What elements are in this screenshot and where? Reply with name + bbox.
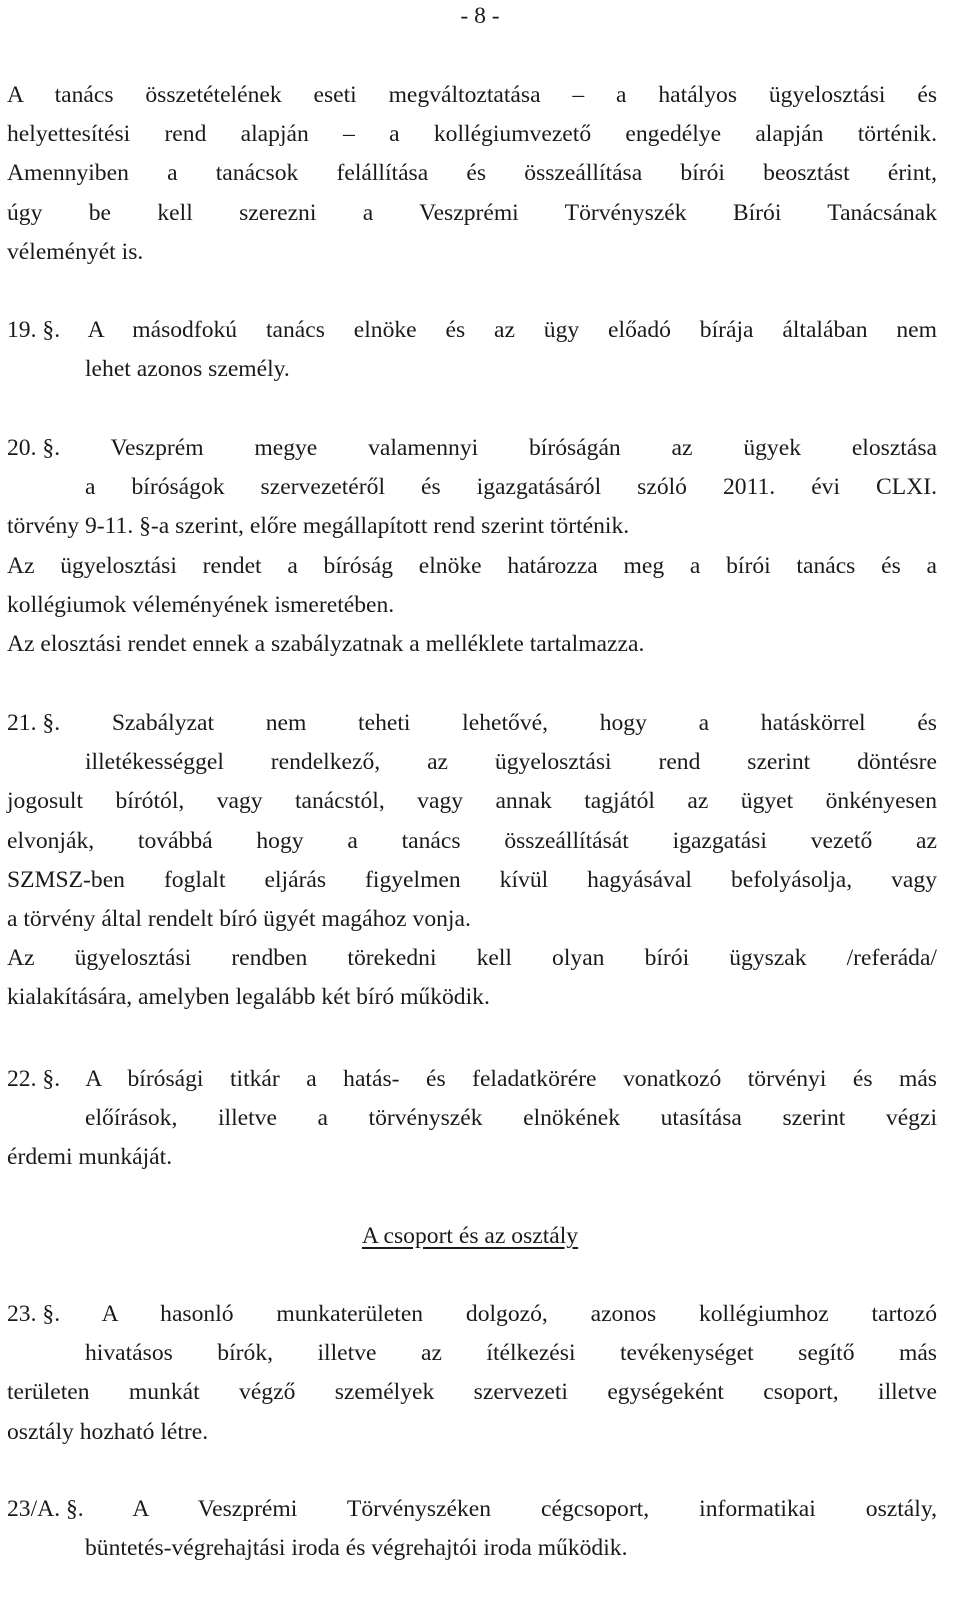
intro-paragraph bbox=[7, 76, 937, 272]
text-line: kollégiumok véleményének ismeretében. bbox=[7, 591, 395, 618]
text-line: osztály hozható létre. bbox=[7, 1418, 209, 1445]
section-21 bbox=[7, 704, 937, 1018]
section-number: 23/A. §. bbox=[7, 1496, 84, 1522]
section-text: A bírósági titkár a hatás- és feladatkörére vonatkozó törvényi és más bbox=[85, 1066, 937, 1092]
text-line: területen munkát végző személyek szervezeti egységeként csoport, illetve bbox=[7, 1379, 937, 1406]
section-23a bbox=[7, 1490, 937, 1568]
section-number: 22. §. bbox=[7, 1066, 61, 1092]
text-line: a bíróságok szervezetéről és igazgatásáról szóló 2011. évi CLXI. bbox=[85, 474, 937, 501]
section-19 bbox=[7, 311, 937, 389]
section-23 bbox=[7, 1295, 937, 1452]
text-line: A tanács összetételének eseti megváltoztatása – a hatályos ügyelosztási és bbox=[7, 82, 937, 108]
text-line: Az ügyelosztási rendet a bíróság elnöke határozza meg a bírói tanács és a bbox=[7, 552, 937, 579]
section-text: Veszprém megye valamennyi bíróságán az ügyek elosztása bbox=[110, 435, 937, 461]
text-line: hivatásos bírók, illetve az ítélkezési tevékenységet segítő más bbox=[85, 1340, 937, 1367]
section-text: A Veszprémi Törvényszéken cégcsoport, informatikai osztály, bbox=[132, 1496, 937, 1522]
section-number: 23. §. bbox=[7, 1301, 61, 1327]
text-line: helyettesítési rend alapján – a kollégiumvezető engedélye alapján történik. bbox=[7, 121, 937, 148]
page-number: - 8 - bbox=[460, 3, 500, 29]
section-20 bbox=[7, 429, 937, 664]
text-line: SZMSZ-ben foglalt eljárás figyelmen kívül hagyásával befolyásolja, vagy bbox=[7, 866, 937, 893]
text-line: jogosult bírótól, vagy tanácstól, vagy annak tagjától az ügyet önkényesen bbox=[7, 788, 937, 815]
heading-text: A csoport és az osztály bbox=[361, 1223, 579, 1249]
section-text: Szabályzat nem teheti lehetővé, hogy a hatáskörrel és bbox=[111, 710, 937, 736]
text-line bbox=[7, 311, 937, 350]
text-line bbox=[7, 1295, 937, 1334]
text-line bbox=[7, 1060, 937, 1099]
text-line: büntetés-végrehajtási iroda és végrehajtói iroda működik. bbox=[85, 1535, 628, 1562]
section-number: 21. §. bbox=[7, 710, 61, 736]
text-line: törvény 9-11. §-a szerint, előre megállapított rend szerint történik. bbox=[7, 513, 630, 540]
text-line bbox=[7, 429, 937, 468]
section-heading bbox=[0, 1217, 940, 1256]
text-line bbox=[7, 704, 937, 743]
text-line: kialakítására, amelyben legalább két bíró működik. bbox=[7, 984, 490, 1011]
text-line: Az ügyelosztási rendben törekedni kell olyan bírói ügyszak /referáda/ bbox=[7, 945, 937, 972]
text-line: a törvény által rendelt bíró ügyét magához vonja. bbox=[7, 906, 471, 933]
section-22 bbox=[7, 1060, 937, 1178]
section-text: A hasonló munkaterületen dolgozó, azonos kollégiumhoz tartozó bbox=[101, 1301, 937, 1327]
text-line: Az elosztási rendet ennek a szabályzatnak a melléklete tartalmazza. bbox=[7, 631, 645, 658]
text-line: elvonják, továbbá hogy a tanács összeállítását igazgatási vezető az bbox=[7, 827, 937, 854]
text-line bbox=[7, 1490, 937, 1529]
section-number: 20. §. bbox=[7, 435, 61, 461]
section-text: A másodfokú tanács elnöke és az ügy előadó bírája általában nem bbox=[87, 317, 937, 343]
text-line: véleményét is. bbox=[7, 238, 144, 265]
text-line: előírások, illetve a törvényszék elnökének utasítása szerint végzi bbox=[85, 1105, 937, 1132]
text-line: illetékességgel rendelkező, az ügyelosztási rend szerint döntésre bbox=[85, 749, 937, 776]
text-line: Amennyiben a tanácsok felállítása és összeállítása bírói beosztást érint, bbox=[7, 160, 937, 187]
section-number: 19. §. bbox=[7, 317, 61, 343]
text-line: úgy be kell szerezni a Veszprémi Törvényszék Bírói Tanácsának bbox=[7, 199, 937, 226]
text-line: érdemi munkáját. bbox=[7, 1144, 173, 1171]
text-line: lehet azonos személy. bbox=[85, 356, 290, 383]
